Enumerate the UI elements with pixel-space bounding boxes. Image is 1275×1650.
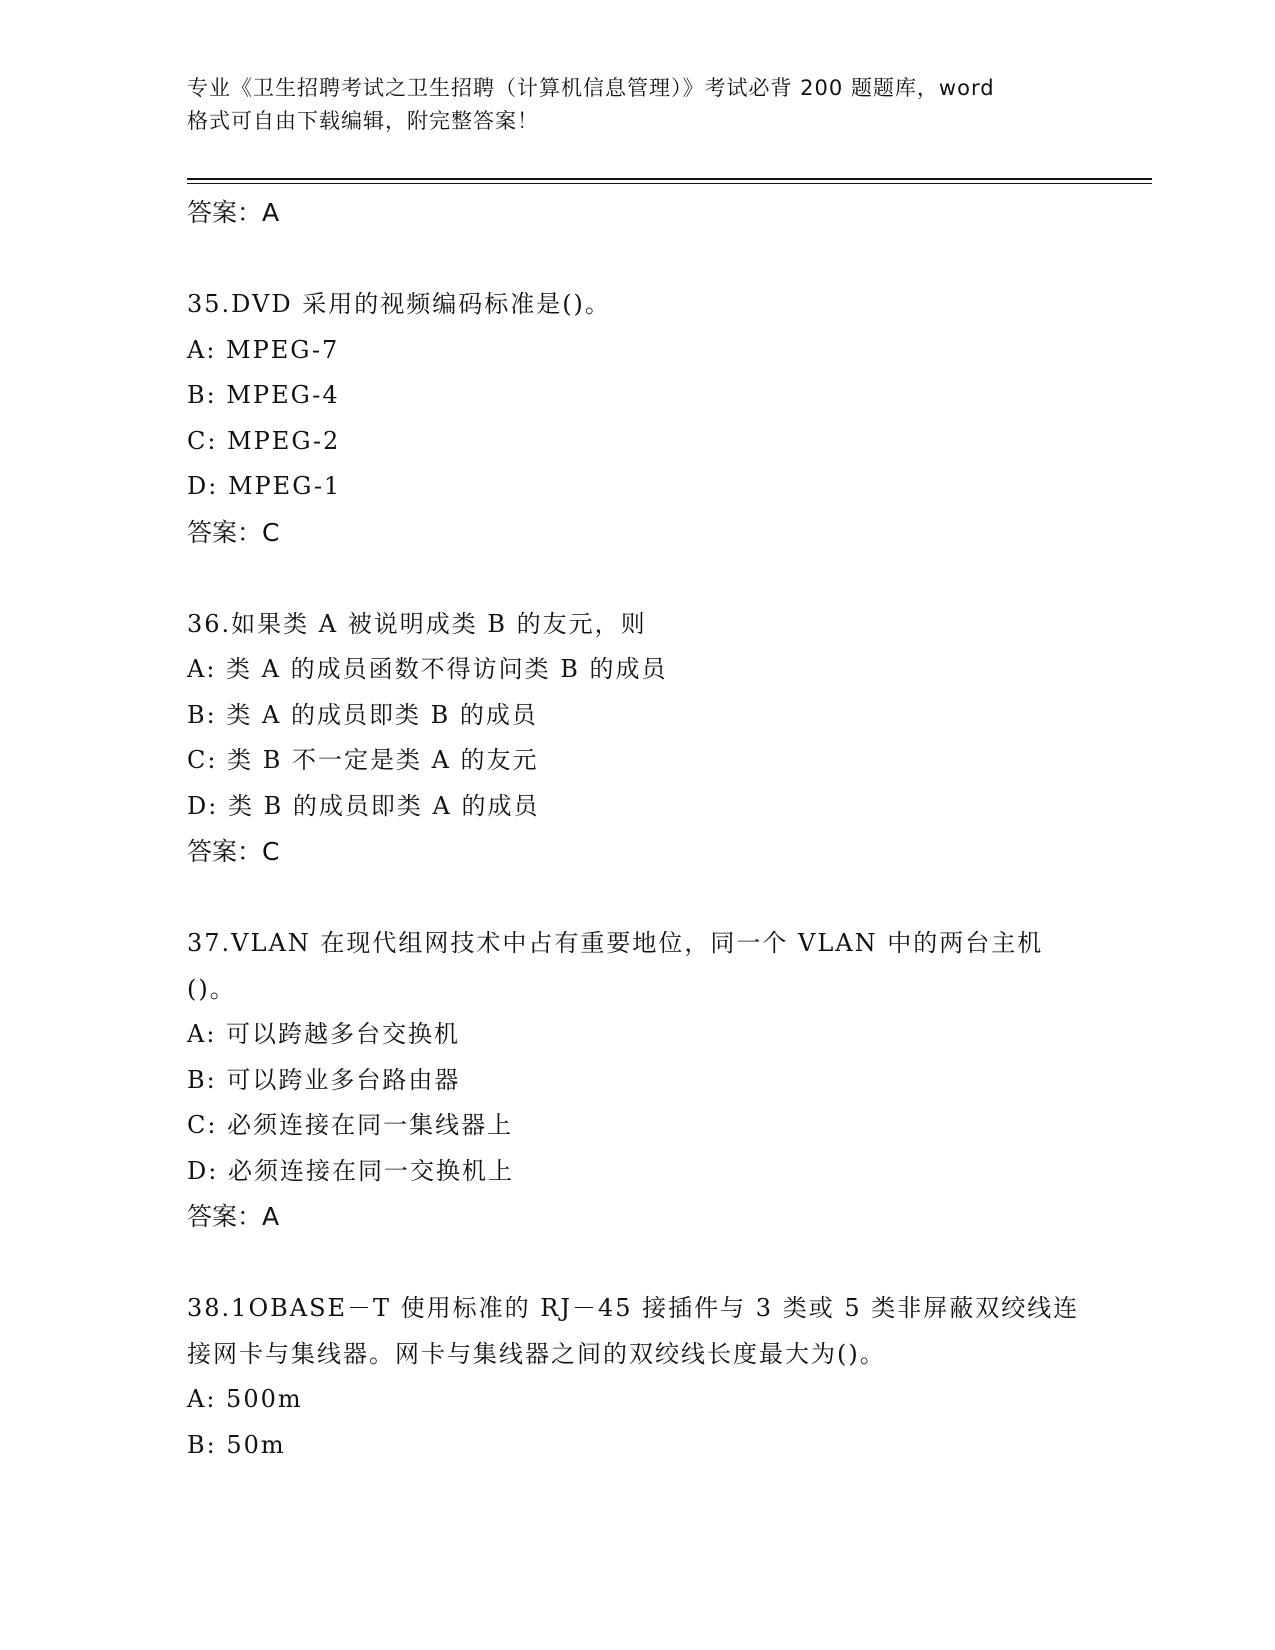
question-stem: 35.DVD 采用的视频编码标准是()。 — [187, 290, 611, 318]
answer-label: 答案：C — [187, 837, 280, 866]
question-stem-line-1: 37.VLAN 在现代组网技术中占有重要地位，同一个 VLAN 中的两台主机 — [187, 929, 1044, 957]
option-c: C: 类 B 不一定是类 A 的友元 — [187, 746, 539, 774]
question-stem: 36.如果类 A 被说明成类 B 的友元，则 — [187, 609, 647, 638]
answer-label: 答案：A — [187, 198, 280, 227]
option-a: A: 类 A 的成员函数不得访问类 B 的成员 — [187, 655, 668, 683]
option-a: A: 500m — [187, 1385, 303, 1413]
question-36 — [187, 602, 1147, 875]
page-header — [187, 72, 1087, 138]
header-line-2: 格式可自由下载编辑，附完整答案！ — [187, 109, 539, 133]
option-a: A: MPEG-7 — [187, 335, 340, 364]
question-35 — [187, 282, 1147, 555]
option-c: C: MPEG-2 — [187, 426, 341, 455]
header-divider — [187, 178, 1152, 184]
question-38 — [187, 1286, 1147, 1468]
question-stem-line-2: 接网卡与集线器。网卡与集线器之间的双绞线长度最大为()。 — [187, 1339, 886, 1368]
option-c: C: 必须连接在同一集线器上 — [187, 1111, 514, 1139]
question-stem-line-2: ()。 — [187, 974, 236, 1003]
document-body — [187, 190, 1147, 1468]
answer-label: 答案：C — [187, 517, 280, 547]
option-b: B: 50m — [187, 1430, 286, 1459]
option-b: B: 可以跨业多台路由器 — [187, 1065, 461, 1094]
option-b: B: MPEG-4 — [187, 381, 340, 409]
question-stem-line-1: 38.1OBASE－T 使用标准的 RJ－45 接插件与 3 类或 5 类非屏蔽双绞线连 — [187, 1294, 1080, 1322]
answer-label: 答案：A — [187, 1202, 280, 1231]
option-b: B: 类 A 的成员即类 B 的成员 — [187, 700, 538, 729]
option-d: D: 必须连接在同一交换机上 — [187, 1156, 514, 1185]
option-d: D: 类 B 的成员即类 A 的成员 — [187, 791, 540, 820]
option-a: A: 可以跨越多台交换机 — [187, 1020, 461, 1048]
option-d: D: MPEG-1 — [187, 472, 342, 500]
header-line-1: 专业《卫生招聘考试之卫生招聘（计算机信息管理）》考试必背 200 题题库，word — [187, 76, 995, 100]
question-37 — [187, 921, 1147, 1239]
